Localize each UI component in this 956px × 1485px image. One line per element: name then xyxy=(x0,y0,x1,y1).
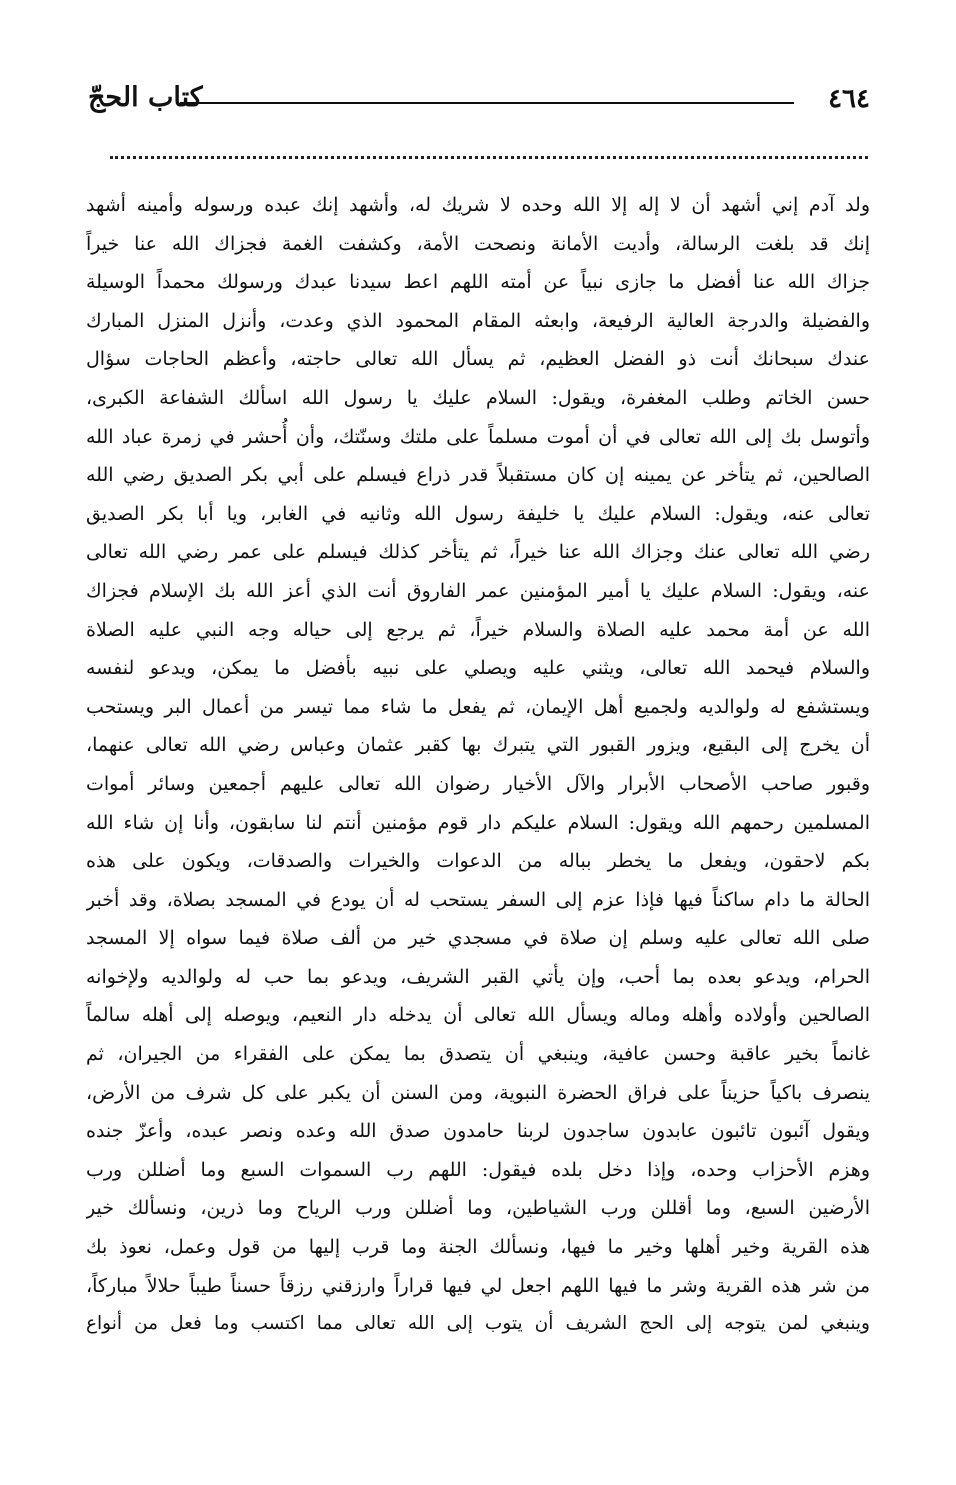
body-text xyxy=(86,186,870,1366)
text-line: وينبغي لمن يتوجه إلى الحج الشريف أن يتوب إلى الله تعالى مما اكتسب وما فعل من أنواع xyxy=(86,1313,870,1335)
text-line: ويقول آئبون تائبون عابدون ساجدون لربنا حامدون صدق الله وعده ونصر عبده، وأعزّ جنده xyxy=(86,1120,870,1143)
text-line: هذه القرية وخير أهلها وخير ما فيها، ونسألك الجنة وما قرب إليها من قول وعمل، نعوذ بك xyxy=(86,1236,870,1259)
text-line: عندك سبحانك أنت ذو الفضل العظيم، ثم يسأل الله تعالى حاجته، وأعظم الحاجات سؤال xyxy=(86,348,870,371)
text-line: الصالحين، ثم يتأخر عن يمينه إن كان مستقبلاً قدر ذراع فيسلم على أبي بكر الصديق رضي الله xyxy=(86,464,870,487)
text-line: الحالة ما دام ساكناً فيها فإذا عزم إلى السفر يستحب له أن يودع في المسجد بصلاة، وقد أخبر xyxy=(86,888,870,911)
text-line: إنك قد بلغت الرسالة، وأديت الأمانة ونصحت الأمة، وكشفت الغمة فجزاك الله عنا خيراً xyxy=(86,232,870,255)
text-line: من شر هذه القرية وشر ما فيها اللهم اجعل لي فيها قراراً وارزقني رزقاً حسناً طيباً حلالاً مباركاً، xyxy=(86,1274,870,1297)
dotted-separator xyxy=(110,156,868,159)
text-line: الحرام، ويدعو بعده بما أحب، وإن يأتي القبر الشريف، ويدعو بما حب له ولوالديه ولإخوانه xyxy=(86,965,870,988)
text-line: عنه، ويقول: السلام عليك يا أمير المؤمنين عمر الفاروق أنت الذي أعز الله بك الإسلام فجزاك xyxy=(86,579,870,602)
running-header xyxy=(88,80,870,124)
text-line: ويستشفع له ولوالديه ولجميع أهل الإيمان، ثم يفعل ما شاء مما تيسر من أعمال البر ويستحب xyxy=(86,695,870,718)
text-line: الأرضين السبع، وما أقللن ورب الشياطين، وما أضللن ورب الرياح وما ذرين، ونسألك خير xyxy=(86,1197,870,1220)
text-line: الصالحين وأولاده وأهله وماله ويسأل الله تعالى أن يدخله دار النعيم، ويوصله إلى أهله سالماً xyxy=(86,1004,870,1027)
text-line: المسلمين رحمهم الله ويقول: السلام عليكم دار قوم مؤمنين أنتم لنا سابقون، وأنا إن شاء الله xyxy=(86,811,870,834)
text-line: وأتوسل بك إلى الله تعالى في أن أموت مسلماً على ملتك وسنّتك، وأن أُحشر في زمرة عباد الله xyxy=(86,425,870,448)
text-line: ينصرف باكياً حزيناً على فراق الحضرة النبوية، ومن السنن أن يكبر على كل شرف من الأرض، xyxy=(86,1081,870,1104)
text-line: والسلام فيحمد الله تعالى، ويثني عليه ويصلي على نبيه بأفضل ما يمكن، ويدعو لنفسه xyxy=(86,657,870,680)
text-line: رضي الله تعالى عنك وجزاك الله عنا خيراً، ثم يتأخر كذلك فيسلم على عمر رضي الله تعالى xyxy=(86,541,870,564)
text-line: تعالى عنه، ويقول: السلام عليك يا خليفة رسول الله وثانيه في الغابر، ويا أبا بكر الصديق xyxy=(86,502,870,525)
text-line: صلى الله تعالى عليه وسلم إن صلاة في مسجدي خير من ألف صلاة فيما سواه إلا المسجد xyxy=(86,927,870,950)
text-line: أن يخرج إلى البقيع، ويزور القبور التي يتبرك بها كقبر عثمان وعباس رضي الله تعالى عنهما، xyxy=(86,734,870,757)
book-title: كتاب الحجّ xyxy=(88,82,203,113)
text-line: غانماً بخير عاقبة وحسن عافية، وينبغي أن يتصدق بما يمكن على الفقراء من الجيران، ثم xyxy=(86,1043,870,1066)
text-line: والفضيلة والدرجة العالية الرفيعة، وابعثه المقام المحمود الذي وعدت، وأنزل المنزل المبارك xyxy=(86,309,870,332)
text-line: وقبور صاحب الأصحاب الأبرار والآل الأخيار رضوان الله تعالى عليهم أجمعين وسائر أموات xyxy=(86,772,870,795)
text-line: حسن الخاتم وطلب المغفرة، ويقول: السلام عليك يا رسول الله اسألك الشفاعة الكبرى، xyxy=(86,386,870,409)
text-line: الله عن أمة محمد عليه الصلاة والسلام خيراً، ثم يرجع إلى حياله وجه النبي عليه الصلاة xyxy=(86,618,870,641)
text-line: ولد آدم إني أشهد أن لا إله إلا الله وحده لا شريك له، وأشهد إنك عبده ورسوله وأمينه أشهد xyxy=(86,194,870,216)
text-line: وهزم الأحزاب وحده، وإذا دخل بلده فيقول: اللهم رب السموات السبع وما أضللن ورب xyxy=(86,1158,870,1181)
page-number: ٤٦٤ xyxy=(828,84,870,114)
text-line: بكم لاحقون، ويفعل ما يخطر بباله من الدعوات والخيرات والصدقات، ويكون على هذه xyxy=(86,850,870,873)
header-rule xyxy=(180,102,794,104)
text-line: جزاك الله عنا أفضل ما جازى نبياً عن أمته اللهم اعط سيدنا عبدك ورسولك محمداً الوسيلة xyxy=(86,271,870,294)
